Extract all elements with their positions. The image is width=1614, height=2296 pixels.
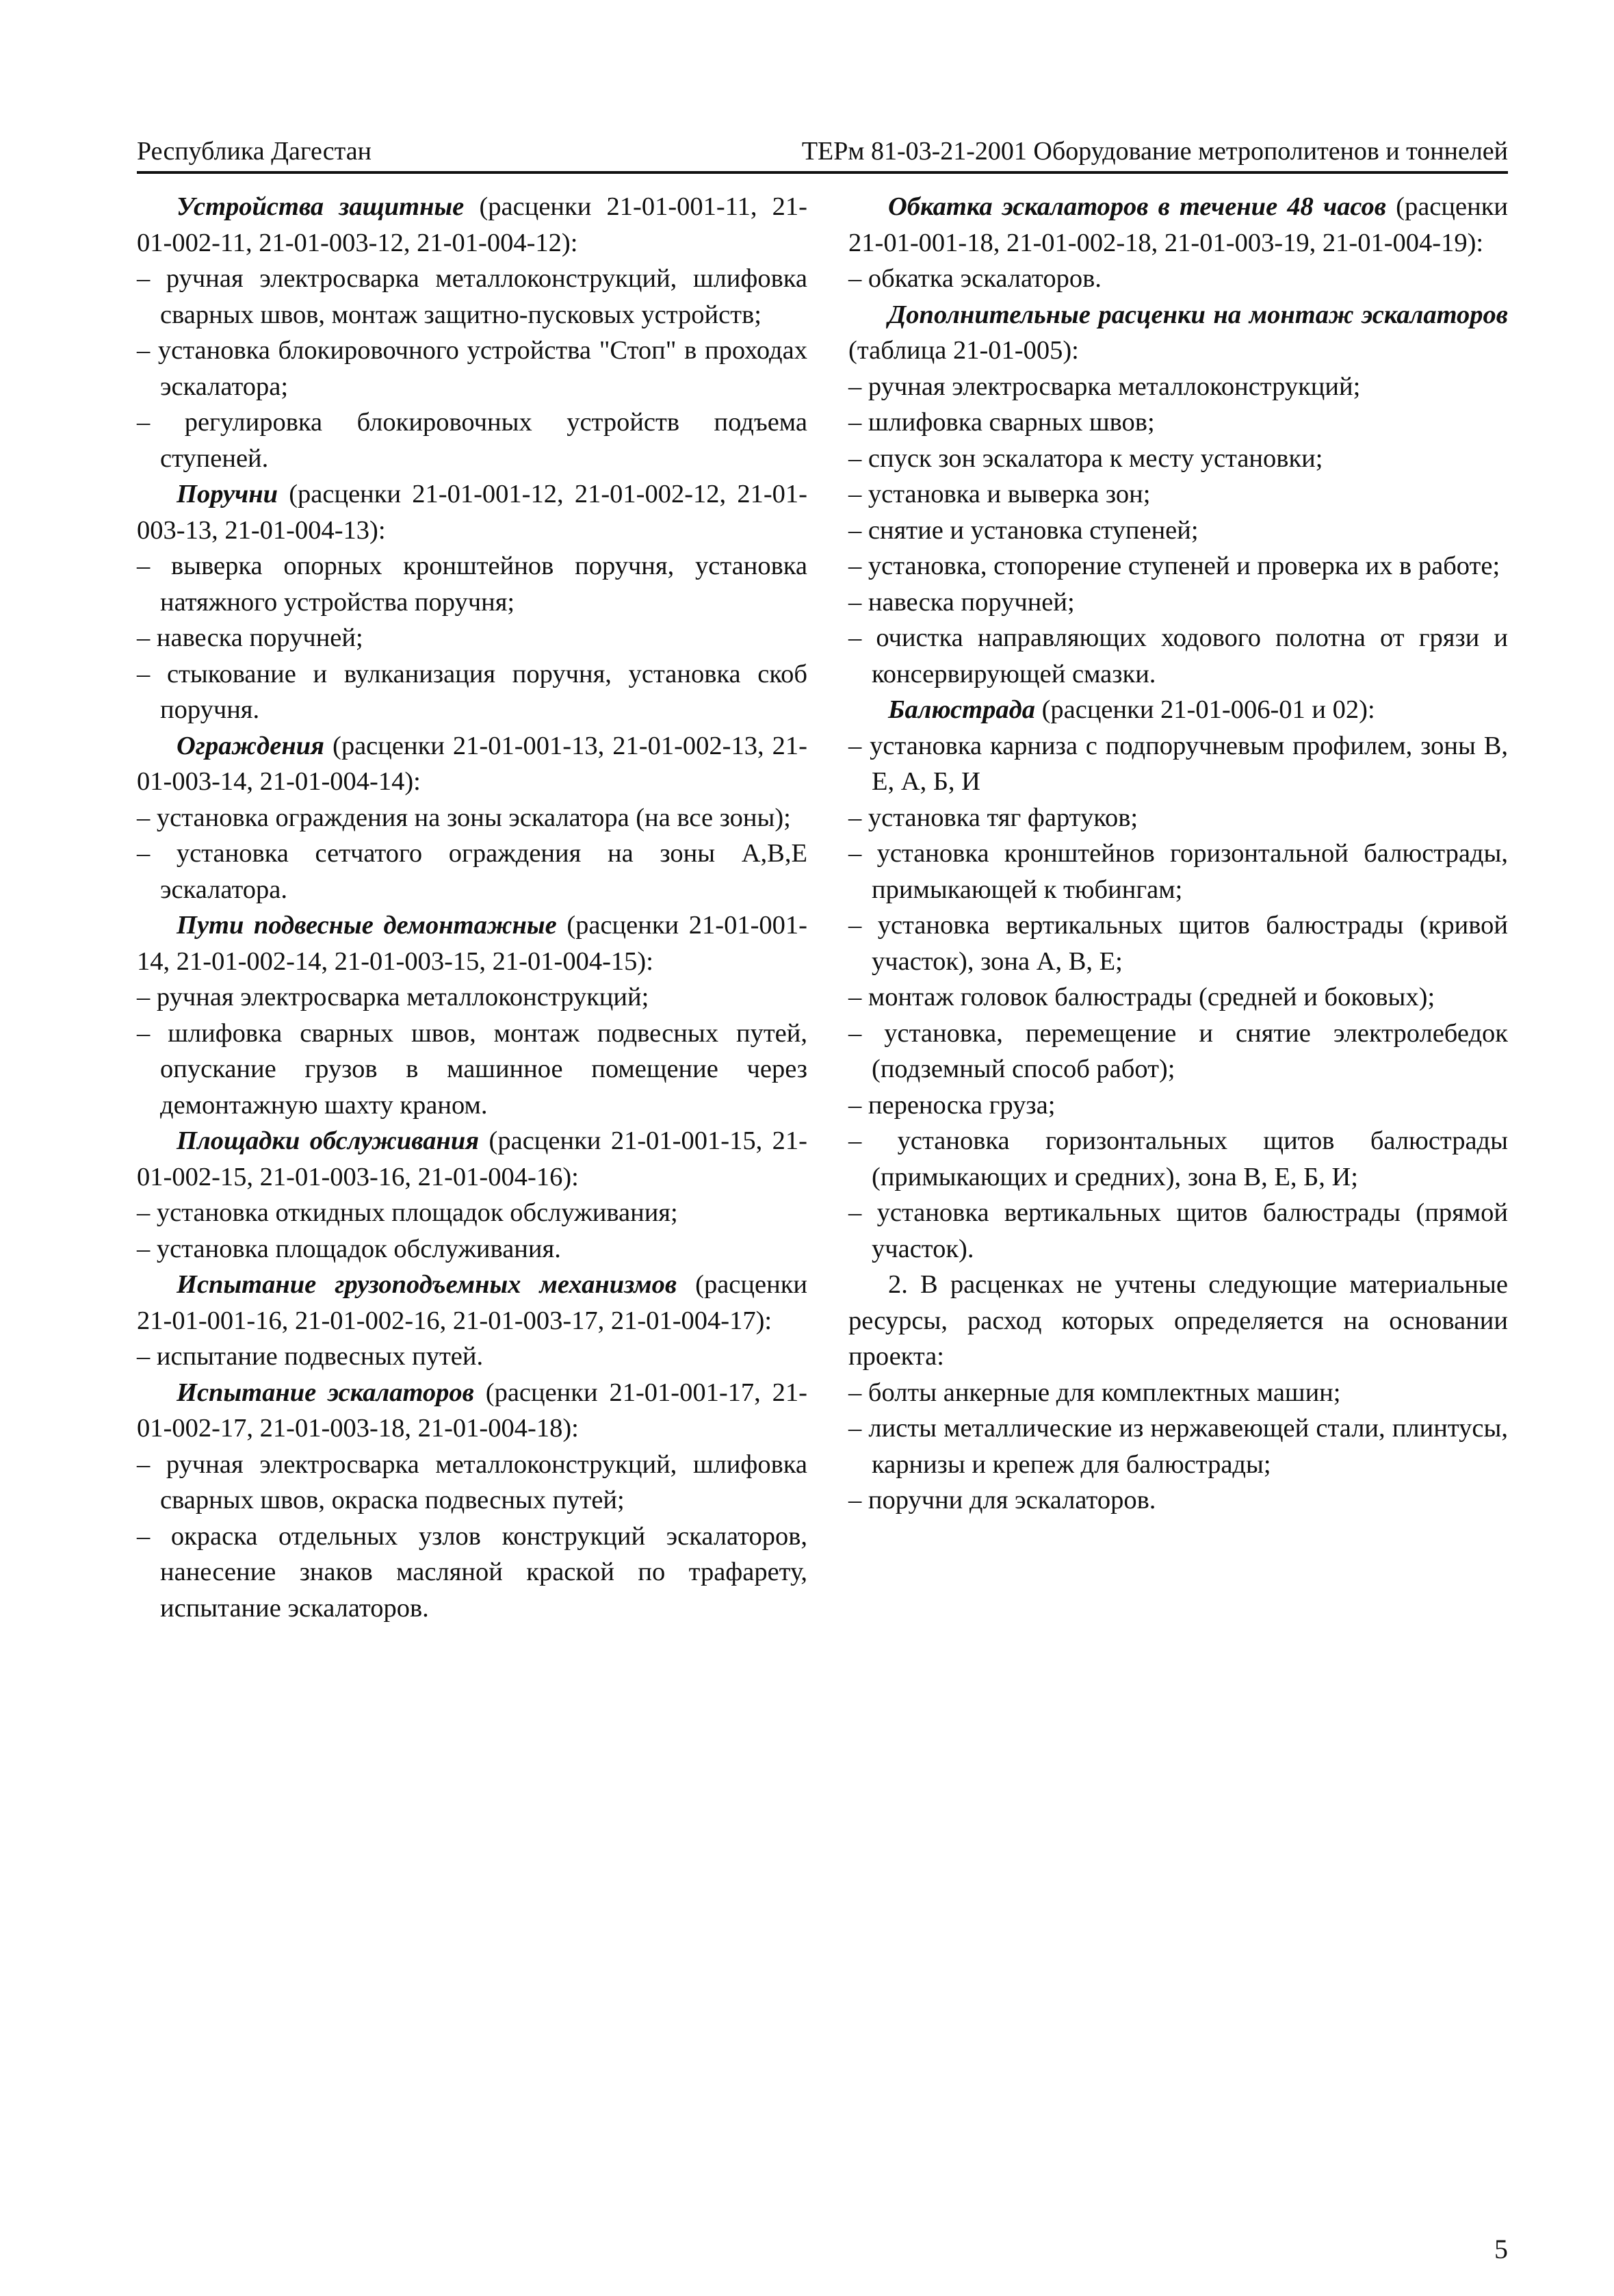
paragraph-text: 2. В расценках не учтены следующие материальные ресурсы, расход которых определяется на основании проекта: [848, 1270, 1508, 1371]
list-item: – установка, стопорение ступеней и проверка их в работе; [848, 552, 1500, 580]
list-item: – снятие и установка ступеней; [848, 515, 1199, 545]
header-region: Республика Дагестан [137, 137, 372, 166]
list-item: – спуск зон эскалатора к месту установки; [848, 443, 1323, 473]
section-heading: Устройства защитные [177, 192, 465, 221]
list-item: – испытание подвесных путей. [137, 1342, 484, 1371]
list-item: – ручная электросварка металлоконструкций; [137, 983, 649, 1011]
left-column [137, 189, 807, 1626]
section-intro [848, 189, 1508, 261]
list-item: – установка сетчатого ограждения на зоны А,В,Е эскалатора. [137, 839, 807, 904]
list-item: – ручная электросварка металлоконструкций, шлифовка сварных швов, окраска подвесных путей; [137, 1449, 807, 1514]
section-rates: (расценки 21-01-001-16, 21-01-002-16, 21-01-003-17, 21-01-004-17): [137, 1270, 807, 1335]
list-item: – стыкование и вулканизация поручня, установка скоб поручня. [137, 659, 807, 724]
list-item: – установка кронштейнов горизонтальной балюстрады, примыкающей к тюбингам; [848, 839, 1508, 904]
section-heading: Пути подвесные демонтажные [177, 911, 557, 940]
list-item: – шлифовка сварных швов; [848, 408, 1155, 437]
section-rates: (расценки 21-01-001-14, 21-01-002-14, 21-01-003-15, 21-01-004-15): [137, 911, 807, 976]
section-heading: Обкатка эскалаторов в течение 48 часов [888, 192, 1386, 221]
section-rates: (расценки 21-01-001-11, 21-01-002-11, 21-01-003-12, 21-01-004-12): [137, 192, 807, 257]
section-rates: (расценки 21-01-001-15, 21-01-002-15, 21-01-003-16, 21-01-004-16): [137, 1126, 807, 1191]
list-item: – установка, перемещение и снятие электролебедок (подземный способ работ); [848, 1018, 1508, 1083]
list-item: – установка вертикальных щитов балюстрады (кривой участок), зона А, В, Е; [848, 911, 1508, 976]
page-number: 5 [1494, 2234, 1508, 2265]
list-item: – монтаж головок балюстрады (средней и боковых); [848, 983, 1435, 1011]
list-item: – листы металлические из нержавеющей стали, плинтусы, карнизы и крепеж для балюстрады; [848, 1414, 1508, 1479]
section-intro [137, 476, 807, 548]
list-item: – очистка направляющих ходового полотна от грязи и консервирующей смазки. [848, 623, 1508, 688]
list-item: – переноска груза; [848, 1090, 1056, 1120]
list-item: – ручная электросварка металлоконструкций; [848, 372, 1361, 401]
header-document-title: ТЕРм 81-03-21-2001 Оборудование метрополитенов и тоннелей [801, 137, 1508, 166]
section-intro [137, 907, 807, 979]
section-rates: (расценки 21-01-006-01 и 02): [1034, 695, 1375, 724]
section-intro [137, 1123, 807, 1195]
section-heading: Испытание эскалаторов [177, 1378, 474, 1407]
section-intro [848, 297, 1508, 369]
section-intro [137, 1375, 807, 1447]
list-item: – выверка опорных кронштейнов поручня, установка натяжного устройства поручня; [137, 552, 807, 617]
section-intro [137, 189, 807, 261]
section-heading: Испытание грузоподъемных механизмов [177, 1270, 677, 1299]
section-heading: Дополнительные расценки на монтаж эскалаторов [888, 300, 1508, 329]
list-item: – шлифовка сварных швов, монтаж подвесных путей, опускание грузов в машинное помещение через демонтажную шахту краном. [137, 1018, 807, 1120]
list-item: – установка горизонтальных щитов балюстрады (примыкающих и средних), зона В, Е, Б, И; [848, 1126, 1508, 1191]
section-heading: Балюстрада [888, 695, 1035, 724]
list-item: – обкатка эскалаторов. [848, 264, 1102, 293]
section-rates: (расценки 21-01-001-12, 21-01-002-12, 21-01-003-13, 21-01-004-13): [137, 480, 807, 545]
right-column [848, 189, 1508, 1519]
list-item: – поручни для эскалаторов. [848, 1486, 1156, 1514]
section-heading: Площадки обслуживания [177, 1126, 480, 1155]
section-intro [848, 692, 1508, 728]
page-header [137, 134, 1508, 174]
section-rates: (таблица 21-01-005): [848, 336, 1079, 365]
section-rates: (расценки 21-01-001-17, 21-01-002-17, 21-01-003-18, 21-01-004-18): [137, 1378, 807, 1443]
list-item: – установка ограждения на зоны эскалатора (на все зоны); [137, 803, 791, 832]
section-rates: (расценки 21-01-001-18, 21-01-002-18, 21-01-003-19, 21-01-004-19): [848, 192, 1508, 257]
list-item: – установка и выверка зон; [848, 480, 1151, 508]
list-item: – регулировка блокировочных устройств подъема ступеней. [137, 408, 807, 473]
list-item: – ручная электросварка металлоконструкций, шлифовка сварных швов, монтаж защитно-пусковых устройств; [137, 264, 807, 329]
list-item: – установка блокировочного устройства "Стоп" в проходах эскалатора; [137, 336, 807, 401]
section-heading: Поручни [177, 480, 278, 508]
list-item: – установка площадок обслуживания. [137, 1234, 561, 1263]
list-item: – установка вертикальных щитов балюстрады (прямой участок). [848, 1198, 1508, 1263]
list-item: – окраска отдельных узлов конструкций эскалаторов, нанесение знаков масляной краской по трафарету, испытание эскалаторов. [137, 1521, 807, 1623]
list-item: – болты анкерные для комплектных машин; [848, 1378, 1341, 1407]
section-intro [137, 728, 807, 800]
list-item: – установка тяг фартуков; [848, 803, 1138, 832]
section-intro [137, 1267, 807, 1339]
section-rates: (расценки 21-01-001-13, 21-01-002-13, 21-01-003-14, 21-01-004-14): [137, 731, 807, 796]
list-item: – навеска поручней; [848, 587, 1075, 617]
list-item: – установка откидных площадок обслуживания; [137, 1198, 678, 1227]
list-item: – навеска поручней; [137, 623, 363, 652]
section-heading: Ограждения [177, 731, 324, 760]
list-item: – установка карниза с подпоручневым профилем, зоны В, Е, А, Б, И [848, 731, 1508, 796]
numbered-paragraph [848, 1267, 1508, 1375]
